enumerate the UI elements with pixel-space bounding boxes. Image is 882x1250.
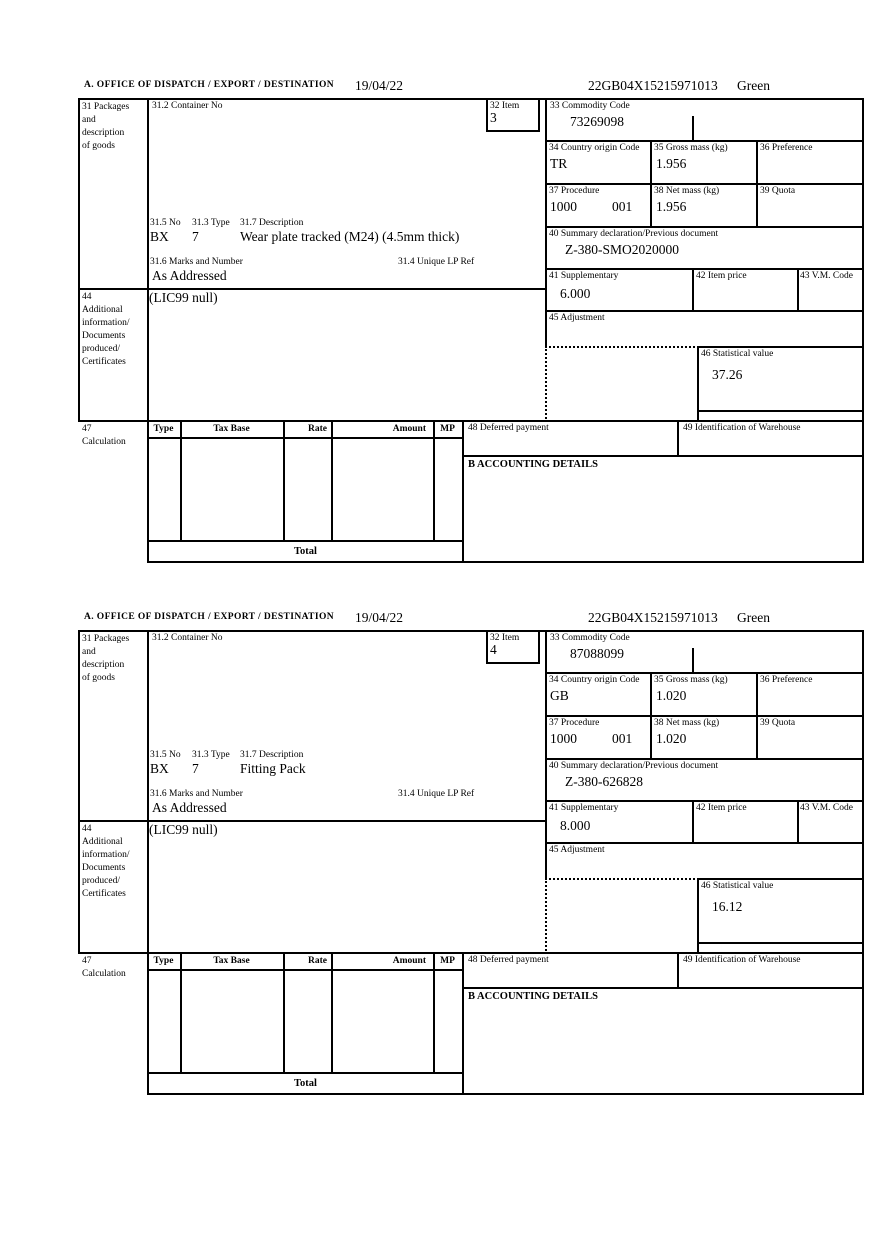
additional-info-value: (LIC99 null) (149, 822, 218, 837)
divider (677, 952, 679, 989)
calc-header-type: Type (153, 956, 174, 966)
package-type-label: 31.3 Type (192, 750, 230, 760)
divider (545, 98, 547, 346)
item-number-value: 4 (490, 642, 497, 657)
divider (486, 630, 488, 664)
statistical-value: 37.26 (712, 367, 743, 382)
summary-declaration-label: 40 Summary declaration/Previous document (549, 761, 719, 771)
header-reference: 22GB04X15215971013 (588, 78, 718, 93)
gross-mass-value: 1.020 (656, 688, 687, 703)
header-date: 19/04/22 (355, 78, 404, 93)
additional-info-label: 44 Additional information/ Documents produced/ Certificates (82, 824, 130, 899)
marks-value: As Addressed (152, 268, 227, 283)
quota-label: 39 Quota (760, 186, 796, 196)
calc-header-amount: Amount (392, 424, 426, 434)
divider (545, 140, 864, 142)
divider (147, 630, 149, 954)
divider (78, 98, 80, 422)
commodity-code-value: 87088099 (570, 646, 624, 661)
country-origin-label: 34 Country origin Code (549, 143, 640, 153)
summary-declaration-value: Z-380-626828 (565, 774, 643, 789)
divider (692, 268, 694, 312)
procedure-value: 1000 (550, 199, 577, 214)
quota-label: 39 Quota (760, 718, 796, 728)
supplementary-value: 8.000 (560, 818, 591, 833)
supplementary-label: 41 Supplementary (549, 271, 619, 281)
accounting-details-label: B ACCOUNTING DETAILS (468, 991, 598, 1002)
description-value: Wear plate tracked (M24) (4.5mm thick) (240, 229, 460, 244)
divider (545, 672, 864, 674)
header-status: Green (737, 78, 770, 93)
item-label: 32 Item (490, 633, 520, 643)
header-date: 19/04/22 (355, 610, 404, 625)
package-no-label: 31.5 No (150, 218, 181, 228)
divider (756, 715, 758, 760)
marks-label: 31.6 Marks and Number (150, 257, 243, 267)
container-no-label: 31.2 Container No (152, 101, 223, 111)
divider (862, 98, 864, 563)
divider (862, 630, 864, 1095)
calculation-label: 47 Calculation (82, 424, 126, 447)
calc-header-rate: Rate (308, 956, 327, 966)
item-block (0, 532, 882, 1102)
supplementary-value: 6.000 (560, 286, 591, 301)
dotted-divider (545, 878, 699, 880)
preference-label: 36 Preference (760, 675, 813, 685)
divider (545, 758, 864, 760)
commodity-code-label: 33 Commodity Code (550, 633, 630, 643)
procedure-label: 37 Procedure (549, 718, 600, 728)
accounting-details-label: B ACCOUNTING DETAILS (468, 459, 598, 470)
procedure-extra-value: 001 (612, 199, 633, 214)
divider (545, 226, 864, 228)
divider (650, 672, 652, 717)
description-label: 31.7 Description (240, 218, 304, 228)
divider (147, 437, 464, 439)
additional-info-label: 44 Additional information/ Documents produced/ Certificates (82, 292, 130, 367)
statistical-value: 16.12 (712, 899, 743, 914)
dotted-divider (545, 346, 699, 348)
package-code-value: BX (150, 761, 169, 776)
divider (692, 116, 694, 142)
item-number-value: 3 (490, 110, 497, 125)
commodity-code-label: 33 Commodity Code (550, 101, 630, 111)
summary-declaration-label: 40 Summary declaration/Previous document (549, 229, 719, 239)
divider (697, 942, 864, 944)
packages-label: 31 Packages and description of goods (82, 634, 130, 683)
divider (147, 1072, 464, 1074)
net-mass-label: 38 Net mass (kg) (654, 186, 720, 196)
dotted-divider (545, 346, 547, 422)
calc-header-rate: Rate (308, 424, 327, 434)
divider (538, 98, 540, 132)
calculation-label: 47 Calculation (82, 956, 126, 979)
divider (756, 140, 758, 185)
statistical-value-label: 46 Statistical value (701, 349, 774, 359)
statistical-value-label: 46 Statistical value (701, 881, 774, 891)
divider (650, 715, 652, 760)
total-label: Total (294, 546, 317, 557)
calc-header-mp: MP (440, 424, 455, 434)
divider (692, 800, 694, 844)
country-origin-value: TR (550, 156, 568, 171)
divider (486, 662, 540, 664)
divider (147, 969, 464, 971)
package-no-label: 31.5 No (150, 750, 181, 760)
gross-mass-label: 35 Gross mass (kg) (654, 675, 728, 685)
deferred-payment-label: 48 Deferred payment (468, 423, 549, 433)
packages-label: 31 Packages and description of goods (82, 102, 130, 151)
office-of-dispatch-label: A. OFFICE OF DISPATCH / EXPORT / DESTINATION (84, 80, 335, 90)
item-price-label: 42 Item price (696, 271, 747, 281)
calc-header-amount: Amount (392, 956, 426, 966)
total-label: Total (294, 1078, 317, 1089)
divider (650, 183, 652, 228)
adjustment-label: 45 Adjustment (549, 313, 605, 323)
country-origin-label: 34 Country origin Code (549, 675, 640, 685)
procedure-extra-value: 001 (612, 731, 633, 746)
item-price-label: 42 Item price (696, 803, 747, 813)
divider (78, 630, 80, 954)
procedure-label: 37 Procedure (549, 186, 600, 196)
divider (545, 715, 864, 717)
divider (538, 630, 540, 664)
description-value: Fitting Pack (240, 761, 306, 776)
package-type-value: 7 (192, 229, 199, 244)
divider (697, 346, 864, 348)
calc-header-tax-base: Tax Base (213, 424, 250, 434)
adjustment-label: 45 Adjustment (549, 845, 605, 855)
divider (78, 98, 864, 100)
divider (797, 800, 799, 844)
gross-mass-value: 1.956 (656, 156, 687, 171)
net-mass-value: 1.020 (656, 731, 687, 746)
preference-label: 36 Preference (760, 143, 813, 153)
commodity-code-value: 73269098 (570, 114, 624, 129)
package-type-value: 7 (192, 761, 199, 776)
calc-header-type: Type (153, 424, 174, 434)
package-type-label: 31.3 Type (192, 218, 230, 228)
divider (545, 842, 864, 844)
divider (692, 648, 694, 674)
container-no-label: 31.2 Container No (152, 633, 223, 643)
unique-lp-ref-label: 31.4 Unique LP Ref (398, 257, 475, 267)
divider (486, 98, 488, 132)
unique-lp-ref-label: 31.4 Unique LP Ref (398, 789, 475, 799)
dotted-divider (545, 878, 547, 954)
vm-code-label: 43 V.M. Code (800, 271, 853, 281)
item-block (0, 0, 882, 570)
warehouse-id-label: 49 Identification of Warehouse (683, 955, 801, 965)
additional-info-value: (LIC99 null) (149, 290, 218, 305)
divider (545, 630, 547, 878)
divider (78, 630, 864, 632)
divider (797, 268, 799, 312)
divider (486, 130, 540, 132)
divider (545, 800, 864, 802)
header-reference: 22GB04X15215971013 (588, 610, 718, 625)
divider (147, 98, 149, 422)
warehouse-id-label: 49 Identification of Warehouse (683, 423, 801, 433)
divider (462, 987, 864, 989)
divider (697, 878, 864, 880)
divider (756, 183, 758, 228)
header-status: Green (737, 610, 770, 625)
divider (545, 183, 864, 185)
divider (677, 420, 679, 457)
deferred-payment-label: 48 Deferred payment (468, 955, 549, 965)
description-label: 31.7 Description (240, 750, 304, 760)
divider (756, 672, 758, 717)
gross-mass-label: 35 Gross mass (kg) (654, 143, 728, 153)
calc-header-mp: MP (440, 956, 455, 966)
marks-label: 31.6 Marks and Number (150, 789, 243, 799)
office-of-dispatch-label: A. OFFICE OF DISPATCH / EXPORT / DESTINATION (84, 612, 335, 622)
divider (650, 140, 652, 185)
divider (545, 268, 864, 270)
net-mass-value: 1.956 (656, 199, 687, 214)
net-mass-label: 38 Net mass (kg) (654, 718, 720, 728)
country-origin-value: GB (550, 688, 569, 703)
divider (545, 310, 864, 312)
divider (147, 1093, 864, 1095)
summary-declaration-value: Z-380-SMO2020000 (565, 242, 679, 257)
package-code-value: BX (150, 229, 169, 244)
item-label: 32 Item (490, 101, 520, 111)
procedure-value: 1000 (550, 731, 577, 746)
calc-header-tax-base: Tax Base (213, 956, 250, 966)
divider (697, 410, 864, 412)
divider (462, 455, 864, 457)
marks-value: As Addressed (152, 800, 227, 815)
vm-code-label: 43 V.M. Code (800, 803, 853, 813)
supplementary-label: 41 Supplementary (549, 803, 619, 813)
